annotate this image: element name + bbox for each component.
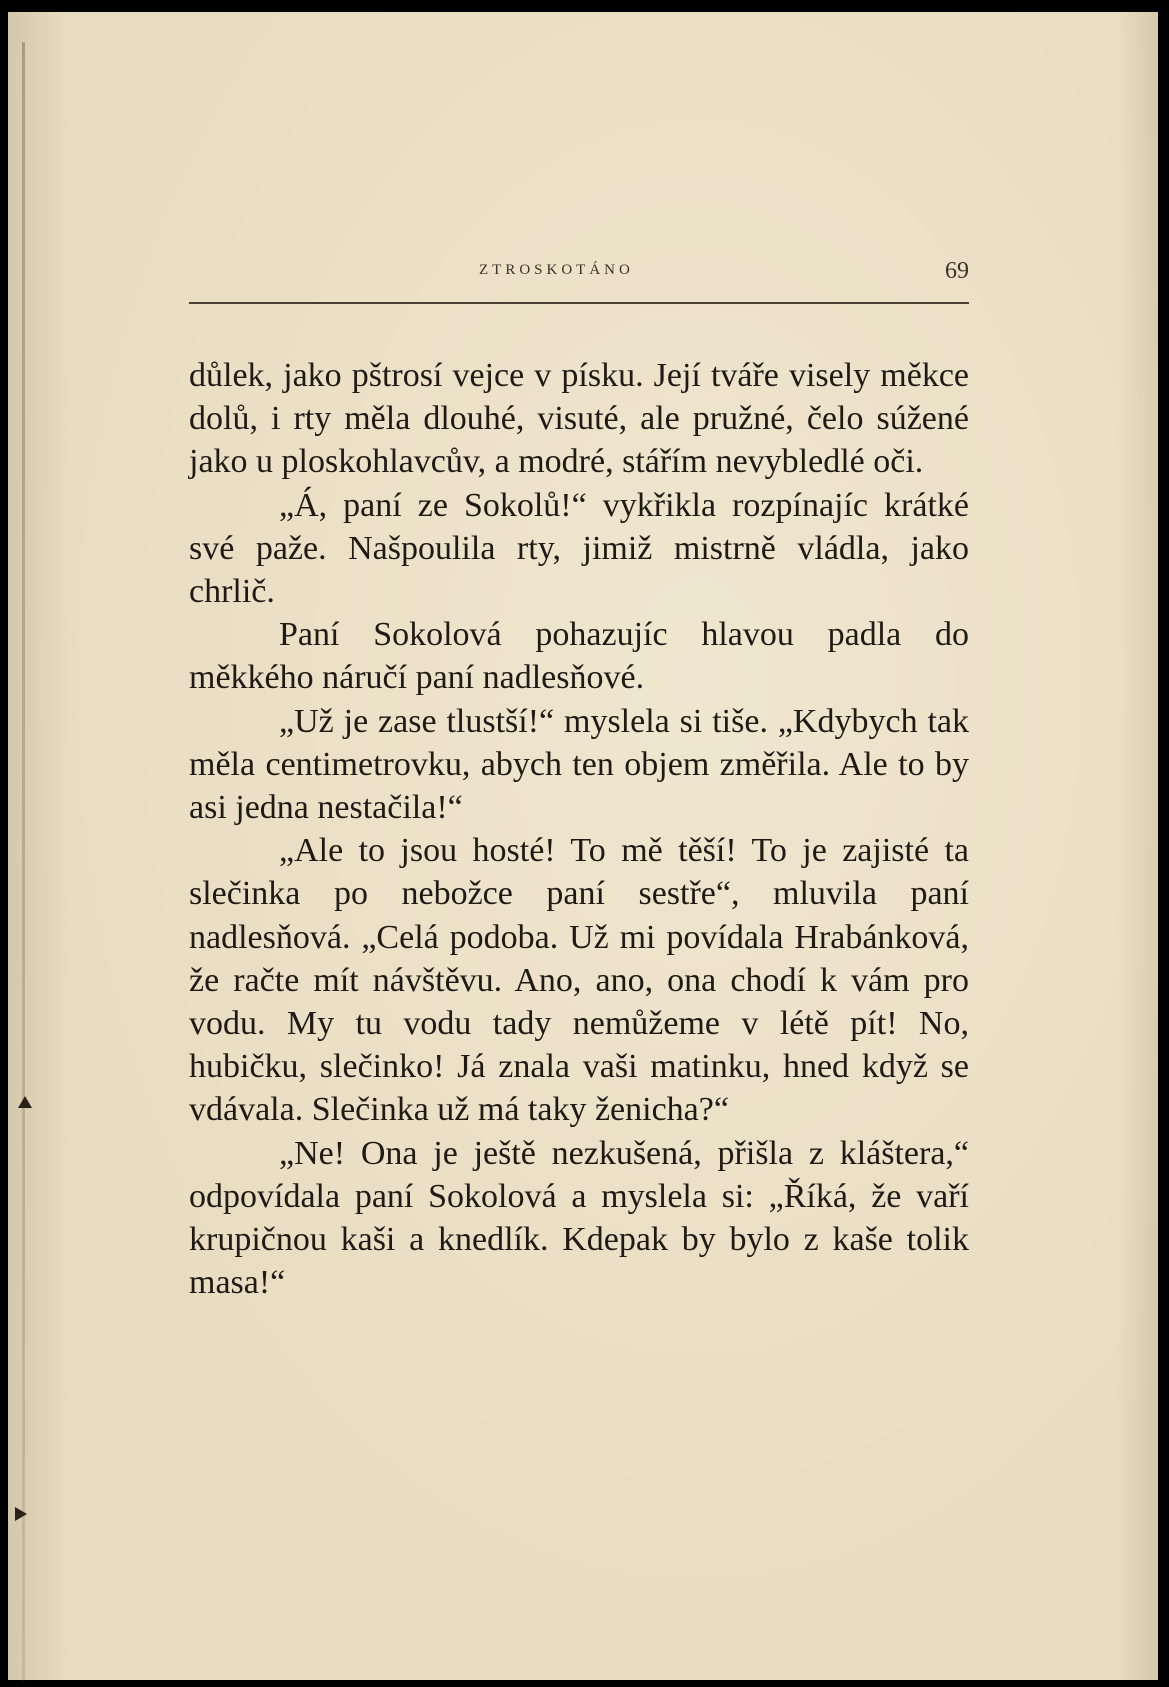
paragraph: „Už je zase tlustší!“ myslela si tiše. „Kdybych tak měla centimetrovku, abych ten objem změřila. Ale to by asi jedna nestačila!“ [189, 702, 969, 827]
page-header [189, 258, 969, 290]
margin-arrow-icon [15, 1507, 27, 1521]
paragraph: důlek, jako pštrosí vejce v písku. Její tváře visely měkce dolů, i rty měla dlouhé, visuté, ale pružné, čelo súžené jako u ploskohlavcův, a modré, stářím nevybledlé oči. [189, 357, 969, 481]
header-rule [189, 302, 969, 304]
body-text [189, 354, 969, 1304]
page-number: 69 [945, 258, 969, 284]
page-gutter [22, 42, 25, 1682]
paragraph: „Á, paní ze Sokolů!“ vykřikla rozpínajíc krátké své paže. Našpoulila rty, jimiž mistrně vládla, jako chrlič. [189, 486, 969, 611]
paragraph: „Ne! Ona je ještě nezkušená, přišla z kláštera,“ odpovídala paní Sokolová a myslela si: „Říká, že vaří krupičnou kaši a knedlík. Kdepak by bylo z kaše tolik masa!“ [189, 1134, 969, 1302]
paragraph: Paní Sokolová pohazujíc hlavou padla do měkkého náručí paní nadlesňové. [189, 616, 969, 697]
running-title: ZTROSKOTÁNO [479, 262, 634, 278]
margin-arrow-icon [18, 1096, 32, 1108]
paragraph: „Ale to jsou hosté! To mě těší! To je zajisté ta slečinka po nebožce paní sestře“, mluvila paní nadlesňová. „Celá podoba. Už mi povídala Hrabánková, že račte mít návštěvu. Ano, ano, ona chodí k vám pro vodu. My tu vodu tady nemůžeme v létě pít! No, hubičku, slečinko! Já znala vaši matinku, hned když se vdávala. Slečinka už má taky ženicha?“ [189, 832, 969, 1129]
